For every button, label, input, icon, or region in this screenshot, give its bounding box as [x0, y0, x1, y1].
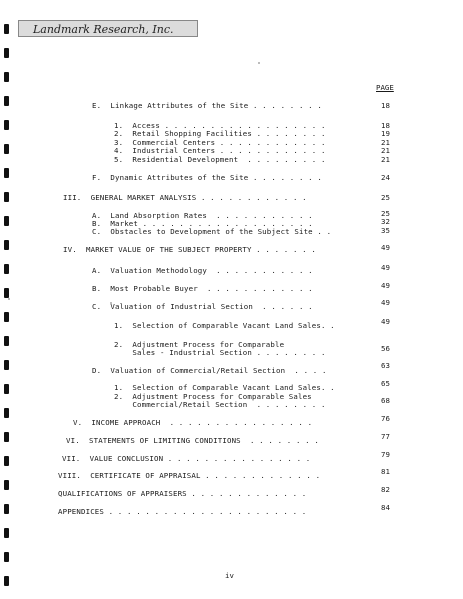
- binder-hole: [4, 384, 9, 394]
- binder-hole: [4, 336, 9, 346]
- binder-hole: [4, 144, 9, 154]
- toc-page-number: 49: [381, 243, 390, 252]
- toc-page-number: 19: [381, 129, 390, 138]
- toc-entry: 3. Commercial Centers . . . . . . . . . . . .: [114, 138, 326, 147]
- toc-entry: F. Dynamic Attributes of the Site . . . . . . . .: [92, 173, 322, 182]
- binder-hole: [4, 432, 9, 442]
- toc-page-number: 56: [381, 344, 390, 353]
- toc-entry: B. Market . . . . . . . . . . . . . . . . . . .: [92, 219, 313, 228]
- binder-hole: [4, 168, 9, 178]
- toc-entry: A. Valuation Methodology . . . . . . . . . . .: [92, 266, 313, 275]
- toc-section-heading: VIII. CERTIFICATE OF APPRAISAL . . . . . . . . . . . . .: [58, 471, 321, 480]
- toc-page-number: 76: [381, 414, 390, 423]
- scan-speck: [258, 62, 260, 64]
- toc-entry: D. Valuation of Commercial/Retail Section . . . .: [92, 366, 327, 375]
- binder-hole: [4, 576, 9, 586]
- toc-entry: A. Land Absorption Rates . . . . . . . . . . .: [92, 211, 313, 220]
- toc-entry: C. Obstacles to Development of the Subject Site . .: [92, 227, 332, 236]
- toc-entry: 1. Selection of Comparable Vacant Land Sales. .: [114, 383, 335, 392]
- toc-page-number: 35: [381, 226, 390, 235]
- binder-hole: [4, 96, 9, 106]
- toc-entry: 1. Selection of Comparable Vacant Land Sales. .: [114, 321, 335, 330]
- toc-section-heading: QUALIFICATIONS OF APPRAISERS . . . . . . . . . . . . .: [58, 489, 307, 498]
- toc-page-number: 18: [381, 121, 390, 130]
- binder-hole: [4, 480, 9, 490]
- binder-hole: [4, 216, 9, 226]
- toc-page-number: 49: [381, 281, 390, 290]
- letterhead-logo: Landmark Research, Inc.: [18, 20, 198, 37]
- toc-section-heading: III. GENERAL MARKET ANALYSIS . . . . . . . . . . . .: [63, 193, 307, 202]
- toc-entry: 5. Residential Development . . . . . . . . .: [114, 155, 326, 164]
- toc-page-number: 24: [381, 173, 390, 182]
- toc-page-number: 49: [381, 263, 390, 272]
- toc-entry: 2. Retail Shopping Facilities . . . . . . . .: [114, 129, 326, 138]
- toc-entry: 4. Industrial Centers . . . . . . . . . . . .: [114, 146, 326, 155]
- toc-page-number: 82: [381, 485, 390, 494]
- page-number-footer: iv: [225, 571, 234, 580]
- binder-hole: [4, 456, 9, 466]
- toc-entry: E. Linkage Attributes of the Site . . . . . . . .: [92, 101, 322, 110]
- toc-page-number: 77: [381, 432, 390, 441]
- binder-hole: [4, 312, 9, 322]
- binder-hole: [4, 120, 9, 130]
- toc-page-number: 25: [381, 209, 390, 218]
- toc-entry: 2. Adjustment Process for Comparable Sales: [114, 392, 312, 401]
- toc-page-number: 21: [381, 138, 390, 147]
- toc-page-number: 84: [381, 503, 390, 512]
- binder-hole: [4, 240, 9, 250]
- binder-hole: [4, 360, 9, 370]
- binder-hole: [4, 192, 9, 202]
- toc-entry: Sales - Industrial Section . . . . . . . .: [114, 348, 326, 357]
- binder-hole: [4, 552, 9, 562]
- binder-hole: [4, 264, 9, 274]
- toc-page-number: 68: [381, 396, 390, 405]
- toc-page-number: 25: [381, 193, 390, 202]
- binder-hole: [4, 48, 9, 58]
- toc-entry: 1. Access . . . . . . . . . . . . . . . . . .: [114, 121, 326, 130]
- toc-page-number: 65: [381, 379, 390, 388]
- toc-entry: Commercial/Retail Section . . . . . . . .: [114, 400, 326, 409]
- toc-page-number: 49: [381, 317, 390, 326]
- toc-page-number: 81: [381, 467, 390, 476]
- toc-entry: 2. Adjustment Process for Comparable: [114, 340, 285, 349]
- binder-hole: [4, 408, 9, 418]
- scan-speck: [8, 298, 10, 300]
- toc-page-number: 21: [381, 155, 390, 164]
- binder-hole: [4, 528, 9, 538]
- toc-section-heading: V. INCOME APPROACH . . . . . . . . . . . . . . . .: [73, 418, 313, 427]
- toc-entry: C. Valuation of Industrial Section . . . . . .: [92, 302, 313, 311]
- toc-section-heading: VII. VALUE CONCLUSION . . . . . . . . . . . . . . . .: [62, 454, 311, 463]
- binder-hole: [4, 288, 9, 298]
- toc-section-heading: IV. MARKET VALUE OF THE SUBJECT PROPERTY . . . . . . .: [63, 245, 316, 254]
- binder-hole: [4, 72, 9, 82]
- toc-page-number: 79: [381, 450, 390, 459]
- toc-page-number: 63: [381, 361, 390, 370]
- toc-page-number: 18: [381, 101, 390, 110]
- toc-section-heading: APPENDICES . . . . . . . . . . . . . . . . . . . . . .: [58, 507, 307, 516]
- toc-section-heading: VI. STATEMENTS OF LIMITING CONDITIONS . . . . . . . .: [66, 436, 319, 445]
- toc-page-number: 49: [381, 298, 390, 307]
- binder-hole: [4, 504, 9, 514]
- toc-page-number: 32: [381, 217, 390, 226]
- page-column-header: PAGE: [376, 83, 394, 92]
- toc-entry: B. Most Probable Buyer . . . . . . . . . . . .: [92, 284, 313, 293]
- toc-page-number: 21: [381, 146, 390, 155]
- binder-hole: [4, 24, 9, 34]
